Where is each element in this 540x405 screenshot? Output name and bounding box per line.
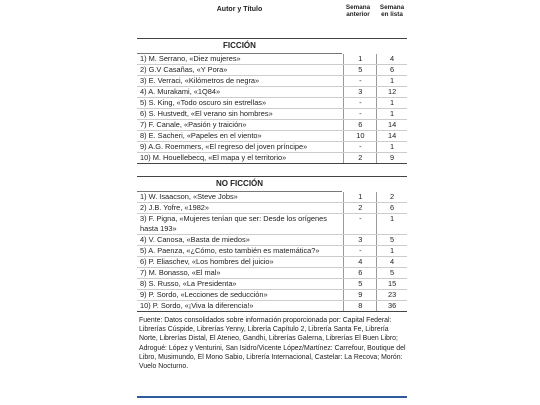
book-entry: 2) G.V Casañas, «Y Pora»: [137, 65, 344, 76]
weeks-on-list-value: 2: [377, 192, 407, 203]
previous-week-value: 1: [344, 192, 377, 203]
list-item: [137, 98, 407, 109]
list-item: [137, 131, 407, 142]
previous-week-value: 3: [344, 235, 377, 246]
book-entry: 1) M. Serrano, «Diez mujeres»: [137, 54, 344, 65]
fiction-list: [137, 54, 407, 164]
book-entry: 3) F. Pigna, «Mujeres tenían que ser: Desde los orígenes hasta 193»: [137, 214, 344, 235]
book-entry: 6) P. Eliaschev, «Los hombres del juicio»: [137, 257, 344, 268]
weeks-on-list-value: 5: [377, 235, 407, 246]
weeks-on-list-value: 1: [377, 98, 407, 109]
weeks-on-list-value: 4: [377, 257, 407, 268]
previous-week-value: 5: [344, 279, 377, 290]
list-item: [137, 65, 407, 76]
list-item: [137, 279, 407, 290]
weeks-on-list-value: 12: [377, 87, 407, 98]
weeks-on-list-value: 9: [377, 153, 407, 164]
weeks-on-list-value: 5: [377, 268, 407, 279]
book-entry: 9) A.G. Roemmers, «El regreso del joven príncipe»: [137, 142, 344, 153]
book-entry: 7) M. Bonasso, «El mal»: [137, 268, 344, 279]
book-entry: 8) S. Russo, «La Presidenta»: [137, 279, 344, 290]
list-item: [137, 76, 407, 87]
list-item: [137, 120, 407, 131]
weeks-on-list-value: 1: [377, 246, 407, 257]
weeks-on-list-value: 15: [377, 279, 407, 290]
previous-week-value: 1: [344, 54, 377, 65]
previous-week-value: -: [344, 246, 377, 257]
list-item: [137, 246, 407, 257]
nonfiction-heading: NO FICCIÓN: [137, 177, 342, 192]
list-item: [137, 203, 407, 214]
previous-week-value: 6: [344, 120, 377, 131]
weeks-on-list-value: 36: [377, 301, 407, 312]
previous-week-value: 2: [344, 153, 377, 164]
weeks-on-list-value: 1: [377, 142, 407, 153]
book-entry: 10) P. Sordo, «¡Viva la diferencia!»: [137, 301, 344, 312]
weeks-on-list-value: 23: [377, 290, 407, 301]
book-entry: 4) V. Canosa, «Basta de miedos»: [137, 235, 344, 246]
previous-week-value: -: [344, 142, 377, 153]
weeks-on-list-value: 6: [377, 65, 407, 76]
book-entry: 4) A. Murakami, «1Q84»: [137, 87, 344, 98]
list-item: [137, 109, 407, 120]
section-divider: [137, 164, 407, 177]
list-item: [137, 235, 407, 246]
table-header: [137, 0, 407, 39]
nonfiction-list: [137, 192, 407, 312]
list-item: [137, 142, 407, 153]
fiction-heading: FICCIÓN: [137, 39, 342, 54]
previous-week-value: 4: [344, 257, 377, 268]
book-entry: 2) J.B. Yofre, «1982»: [137, 203, 344, 214]
book-entry: 6) S. Hustvedt, «El verano sin hombres»: [137, 109, 344, 120]
list-item: [137, 192, 407, 203]
previous-week-value: 9: [344, 290, 377, 301]
previous-week-value: 6: [344, 268, 377, 279]
list-item: [137, 301, 407, 312]
previous-week-value: -: [344, 109, 377, 120]
list-item: [137, 87, 407, 98]
weeks-on-list-value: 4: [377, 54, 407, 65]
bestseller-table: [137, 0, 407, 371]
previous-week-value: 2: [344, 203, 377, 214]
list-item: [137, 214, 407, 235]
list-item: [137, 54, 407, 65]
previous-week-value: 5: [344, 65, 377, 76]
source-note: Fuente: Datos consolidados sobre información proporcionada por: Capital Federal: Librerías Cúspide, Librerías Yenny, Librería Capítulo 2, Librería Santa Fe, Librería Norte, Librerías Distal, El Ateneo, Gandhi, Librerías Galerna, Librerías El Buen Libro; Adrogué: López y Venturini, San Isidro/Vicente López/Martínez: Carrefour, Boutique del Libro, Musimundo, El Mono Sabio, Librería Internacional, Castelar: La Recova; Morón: Vuelo Nocturno.: [139, 317, 406, 371]
book-entry: 5) A. Paenza, «¿Cómo, esto también es matemática?»: [137, 246, 344, 257]
bottom-rule: [137, 396, 407, 398]
book-entry: 8) E. Sacheri, «Papeles en el viento»: [137, 131, 344, 142]
weeks-on-list-header: Semana en lista: [379, 4, 405, 18]
list-item: [137, 153, 407, 164]
book-entry: 7) F. Canale, «Pasión y traición»: [137, 120, 344, 131]
previous-week-header: Semana anterior: [345, 4, 371, 18]
list-item: [137, 257, 407, 268]
weeks-on-list-value: 14: [377, 131, 407, 142]
book-entry: 10) M. Houellebecq, «El mapa y el territorio»: [137, 153, 344, 164]
list-item: [137, 290, 407, 301]
book-entry: 3) E. Verraci, «Kilómetros de negra»: [137, 76, 344, 87]
weeks-on-list-value: 1: [377, 109, 407, 120]
weeks-on-list-value: 14: [377, 120, 407, 131]
previous-week-value: 8: [344, 301, 377, 312]
weeks-on-list-value: 1: [377, 76, 407, 87]
weeks-on-list-value: 1: [377, 214, 407, 235]
weeks-on-list-value: 6: [377, 203, 407, 214]
previous-week-value: 10: [344, 131, 377, 142]
book-entry: 1) W. Isaacson, «Steve Jobs»: [137, 192, 344, 203]
author-title-header: Autor y Título: [216, 6, 263, 13]
book-entry: 9) P. Sordo, «Lecciones de seducción»: [137, 290, 344, 301]
previous-week-value: -: [344, 98, 377, 109]
previous-week-value: -: [344, 214, 377, 235]
previous-week-value: 3: [344, 87, 377, 98]
book-entry: 5) S. King, «Todo oscuro sin estrellas»: [137, 98, 344, 109]
previous-week-value: -: [344, 76, 377, 87]
list-item: [137, 268, 407, 279]
